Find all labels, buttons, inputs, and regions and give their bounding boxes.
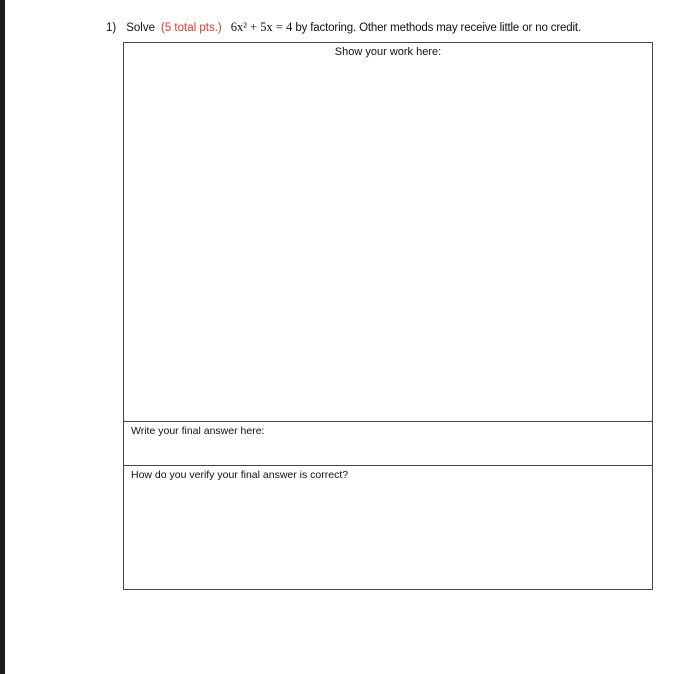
question-number: 1) [106,22,117,34]
question-equation: 6x² + 5x = 4 [230,20,293,34]
work-area-heading: Show your work here: [334,46,442,58]
question-points: (5 total pts.) [161,22,222,34]
page-left-edge [0,0,5,674]
question-instructions: by factoring. Other methods may receive little or no credit. [295,22,581,34]
answer-box [123,42,653,590]
verify-label: How do you verify your final answer is correct? [131,469,349,481]
final-answer-divider [124,421,652,422]
question-verb: Solve [126,22,156,34]
question-prompt [106,17,696,37]
verify-divider [124,465,652,466]
final-answer-label: Write your final answer here: [131,425,265,437]
